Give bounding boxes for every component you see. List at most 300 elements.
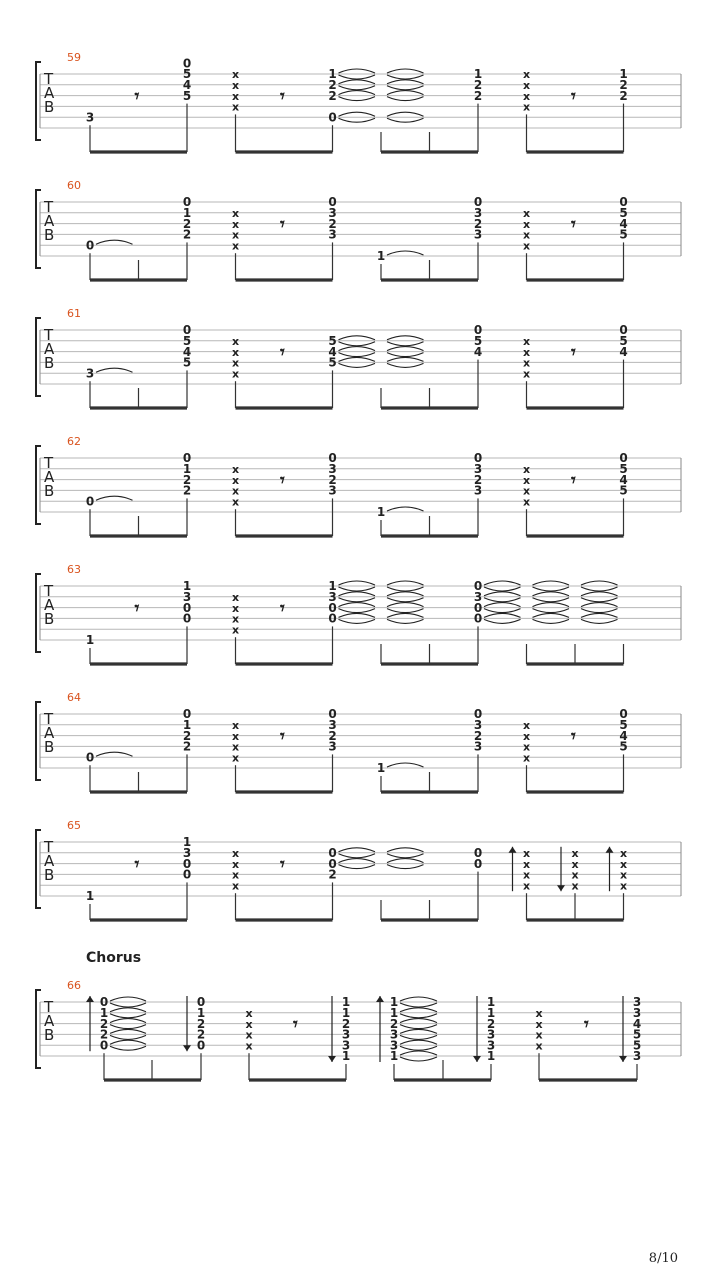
fret-number: 2 — [473, 472, 483, 487]
tie-arc — [339, 848, 376, 852]
fret-number: 1 — [486, 1006, 496, 1020]
tie-arc — [533, 592, 570, 596]
fret-number: 1 — [341, 1006, 351, 1020]
tie-arc — [387, 353, 424, 357]
fret-number: 1 — [182, 579, 192, 594]
tie-arc — [387, 592, 424, 596]
fret-number: 4 — [619, 472, 628, 487]
dead-note: x — [522, 100, 531, 114]
tie-arc — [581, 619, 618, 623]
measure-number: 65 — [67, 819, 81, 832]
tab-system-60 — [36, 179, 681, 280]
fret-number: 1 — [389, 1049, 399, 1064]
fret-number: 3 — [473, 718, 483, 732]
dead-note: x — [619, 847, 628, 860]
tie-arc — [400, 1003, 437, 1007]
tie-arc — [339, 353, 376, 357]
tie-arc — [110, 1019, 146, 1023]
fret-number: 1 — [486, 1049, 496, 1064]
fret-number: 3 — [182, 846, 192, 860]
eighth-rest: 𝄾 — [134, 598, 140, 619]
strum-down-icon — [328, 1056, 336, 1062]
tie-arc — [581, 609, 618, 613]
tie-arc — [581, 613, 618, 617]
strum-down-icon — [473, 1056, 481, 1062]
fret-number: 1 — [376, 761, 386, 776]
tie-arc — [110, 1025, 146, 1029]
fret-number: 3 — [328, 483, 337, 498]
tie-arc — [387, 854, 424, 858]
tie-arc — [387, 347, 424, 351]
dead-note: x — [231, 207, 240, 220]
fret-number: 0 — [182, 707, 192, 722]
fret-number: 3 — [486, 1038, 496, 1053]
tie-arc — [96, 368, 133, 372]
fret-number: 0 — [328, 195, 337, 210]
fret-number: 4 — [619, 344, 628, 359]
dead-note: x — [231, 68, 240, 82]
dead-note: x — [619, 868, 628, 882]
dead-note: x — [231, 847, 240, 860]
tie-arc — [484, 603, 521, 607]
eighth-rest: 𝄾 — [584, 1014, 589, 1035]
dead-note: x — [231, 729, 240, 743]
strum-up-icon — [606, 847, 614, 853]
dead-note: x — [522, 740, 531, 754]
dead-note: x — [522, 239, 531, 253]
tie-arc — [387, 80, 424, 84]
fret-number: 1 — [376, 505, 386, 520]
fret-number: 3 — [182, 590, 192, 604]
fret-number: 2 — [341, 1016, 351, 1031]
tab-clef-letter: B — [44, 226, 55, 244]
eighth-rest: 𝄾 — [571, 342, 576, 363]
fret-number: 0 — [328, 611, 337, 626]
dead-note: x — [522, 89, 531, 103]
tie-arc — [387, 763, 424, 767]
strum-up-icon — [376, 996, 384, 1002]
fret-number: 0 — [99, 995, 109, 1010]
fret-number: 0 — [619, 707, 628, 722]
fret-number: 3 — [328, 462, 337, 476]
tie-arc — [110, 997, 146, 1001]
tie-arc — [339, 118, 376, 122]
dead-note: x — [231, 217, 240, 231]
tie-arc — [533, 587, 570, 591]
tie-arc — [339, 619, 376, 623]
tie-arc — [339, 587, 376, 591]
tab-clef-letter: T — [44, 70, 54, 88]
tab-clef-letter: A — [44, 212, 55, 230]
fret-number: 0 — [473, 451, 483, 466]
dead-note: x — [245, 1028, 253, 1042]
dead-note: x — [522, 751, 531, 765]
fret-number: 3 — [328, 590, 337, 604]
fret-number: 1 — [85, 633, 95, 648]
tie-arc — [110, 1046, 146, 1050]
tab-clef-letter: B — [44, 98, 55, 116]
tab-clef-letter: B — [44, 1026, 55, 1044]
tie-arc — [339, 598, 376, 602]
dead-note: x — [535, 1017, 543, 1031]
fret-number: 5 — [619, 718, 628, 732]
dead-note: x — [571, 857, 579, 871]
measure-number: 63 — [67, 563, 81, 576]
dead-note: x — [522, 847, 531, 860]
fret-number: 5 — [619, 462, 628, 476]
tie-arc — [339, 86, 376, 90]
fret-number: 2 — [182, 472, 192, 487]
tab-clef-letter: T — [44, 710, 54, 728]
fret-number: 3 — [389, 1027, 399, 1042]
measure-number: 66 — [67, 979, 81, 992]
fret-number: 1 — [376, 249, 386, 264]
fret-number: 0 — [328, 856, 337, 871]
tie-arc — [387, 609, 424, 613]
fret-number: 5 — [328, 334, 337, 348]
tie-arc — [339, 865, 376, 869]
fret-number: 3 — [473, 739, 483, 754]
tie-arc — [110, 1014, 146, 1018]
fret-number: 2 — [182, 227, 192, 242]
fret-number: 2 — [619, 78, 628, 92]
fret-number: 5 — [182, 67, 192, 82]
dead-note: x — [522, 879, 531, 893]
fret-number: 0 — [328, 110, 337, 125]
tie-arc — [581, 587, 618, 591]
tie-arc — [581, 581, 618, 585]
fret-number: 0 — [182, 323, 192, 338]
tie-arc — [339, 80, 376, 84]
dead-note: x — [522, 207, 531, 220]
tab-clef-letter: B — [44, 610, 55, 628]
fret-number: 5 — [619, 206, 628, 220]
tie-arc — [339, 613, 376, 617]
dead-note: x — [571, 847, 579, 860]
dead-note: x — [522, 345, 531, 359]
dead-note: x — [522, 473, 531, 487]
fret-number: 4 — [182, 78, 192, 92]
fret-number: 0 — [85, 750, 95, 765]
eighth-rest: 𝄾 — [134, 86, 140, 107]
tie-arc — [484, 581, 521, 585]
fret-number: 2 — [182, 728, 192, 743]
fret-number: 4 — [182, 344, 192, 359]
fret-number: 0 — [619, 451, 628, 466]
dead-note: x — [231, 473, 240, 487]
dead-note: x — [231, 79, 240, 92]
tie-arc — [400, 1008, 437, 1012]
fret-number: 2 — [182, 739, 192, 754]
fret-number: 3 — [632, 995, 642, 1010]
fret-number: 3 — [328, 739, 337, 754]
fret-number: 5 — [619, 483, 628, 498]
fret-number: 3 — [473, 227, 483, 242]
tie-arc — [339, 91, 376, 95]
strum-down-icon — [183, 1045, 191, 1051]
tie-arc — [400, 1019, 437, 1023]
tie-arc — [484, 613, 521, 617]
tie-arc — [339, 854, 376, 858]
fret-number: 2 — [328, 78, 337, 92]
fret-number: 0 — [99, 1038, 109, 1053]
tab-clef-letter: A — [44, 84, 55, 102]
tab-clef-letter: A — [44, 596, 55, 614]
fret-number: 1 — [619, 67, 628, 82]
tie-arc — [387, 363, 424, 367]
tie-arc — [484, 598, 521, 602]
eighth-rest: 𝄾 — [280, 598, 285, 619]
fret-number: 5 — [632, 1038, 642, 1053]
dead-note: x — [231, 751, 240, 765]
tie-arc — [400, 1035, 437, 1039]
fret-number: 0 — [473, 195, 483, 210]
dead-note: x — [522, 68, 531, 82]
tie-arc — [400, 1046, 437, 1050]
fret-number: 3 — [473, 590, 483, 604]
dead-note: x — [231, 740, 240, 754]
tie-arc — [339, 97, 376, 101]
tab-clef-letter: A — [44, 468, 55, 486]
fret-number: 0 — [85, 238, 95, 253]
fret-number: 3 — [341, 1038, 351, 1053]
fret-number: 4 — [619, 728, 628, 743]
dead-note: x — [619, 879, 628, 893]
eighth-rest: 𝄾 — [280, 470, 285, 491]
dead-note: x — [522, 79, 531, 92]
eighth-rest: 𝄾 — [280, 342, 285, 363]
tie-arc — [339, 859, 376, 863]
fret-number: 2 — [328, 216, 337, 231]
tie-arc — [339, 347, 376, 351]
fret-number: 3 — [328, 206, 337, 220]
tie-arc — [400, 1057, 437, 1061]
fret-number: 5 — [619, 227, 628, 242]
fret-number: 5 — [632, 1027, 642, 1042]
tie-arc — [110, 1035, 146, 1039]
fret-number: 2 — [99, 1016, 109, 1031]
dead-note: x — [522, 217, 531, 231]
tie-arc — [387, 86, 424, 90]
tab-clef-letter: A — [44, 1012, 55, 1030]
fret-number: 1 — [182, 462, 192, 476]
tie-arc — [110, 1029, 146, 1033]
dead-note: x — [231, 719, 240, 732]
tab-system-61 — [36, 307, 681, 408]
fret-number: 3 — [328, 227, 337, 242]
tie-arc — [96, 752, 133, 756]
tie-arc — [96, 496, 133, 500]
fret-number: 0 — [473, 846, 483, 860]
tie-arc — [339, 592, 376, 596]
tie-arc — [387, 613, 424, 617]
tab-system-63 — [36, 563, 681, 664]
fret-number: 0 — [328, 707, 337, 722]
fret-number: 4 — [632, 1016, 642, 1031]
tie-arc — [400, 1014, 437, 1018]
tie-arc — [533, 598, 570, 602]
fret-number: 3 — [328, 718, 337, 732]
fret-number: 0 — [182, 611, 192, 626]
fret-number: 0 — [182, 600, 192, 615]
page-number: 8/10 — [648, 1251, 678, 1266]
fret-number: 3 — [486, 1027, 496, 1042]
strum-down-icon — [557, 885, 565, 891]
dead-note: x — [522, 335, 531, 348]
tie-arc — [400, 1051, 437, 1055]
tab-clef-letter: T — [44, 998, 54, 1016]
measure-number: 64 — [67, 691, 81, 704]
fret-number: 1 — [99, 1006, 109, 1020]
dead-note: x — [522, 857, 531, 871]
dead-note: x — [535, 1039, 543, 1053]
fret-number: 0 — [473, 707, 483, 722]
eighth-rest: 𝄾 — [571, 86, 576, 107]
fret-number: 1 — [341, 1049, 351, 1064]
dead-note: x — [231, 868, 240, 882]
fret-number: 5 — [182, 334, 192, 348]
tie-arc — [387, 859, 424, 863]
dead-note: x — [231, 228, 240, 242]
strum-down-icon — [619, 1056, 627, 1062]
fret-number: 0 — [182, 451, 192, 466]
tie-arc — [400, 1040, 437, 1044]
fret-number: 3 — [85, 366, 95, 381]
tie-arc — [484, 619, 521, 623]
eighth-rest: 𝄾 — [571, 214, 576, 235]
fret-number: 4 — [473, 344, 483, 359]
dead-note: x — [522, 868, 531, 882]
fret-number: 2 — [486, 1016, 496, 1031]
fret-number: 0 — [328, 846, 337, 860]
tie-arc — [387, 97, 424, 101]
measure-number: 62 — [67, 435, 81, 448]
fret-number: 0 — [85, 494, 95, 509]
dead-note: x — [522, 484, 531, 498]
fret-number: 3 — [473, 483, 483, 498]
fret-number: 5 — [619, 334, 628, 348]
dead-note: x — [522, 228, 531, 242]
fret-number: 4 — [619, 216, 628, 231]
fret-number: 0 — [196, 1038, 206, 1053]
fret-number: 0 — [182, 195, 192, 210]
tie-arc — [387, 118, 424, 122]
tie-arc — [110, 1040, 146, 1044]
fret-number: 3 — [632, 1006, 642, 1020]
fret-number: 0 — [473, 579, 483, 594]
fret-number: 2 — [99, 1027, 109, 1042]
dead-note: x — [522, 463, 531, 476]
fret-number: 0 — [619, 323, 628, 338]
fret-number: 2 — [328, 867, 337, 882]
tie-arc — [387, 581, 424, 585]
eighth-rest: 𝄾 — [134, 854, 140, 875]
tab-clef-letter: B — [44, 738, 55, 756]
tie-arc — [533, 609, 570, 613]
dead-note: x — [522, 719, 531, 732]
fret-number: 2 — [473, 216, 483, 231]
fret-number: 5 — [328, 355, 337, 370]
fret-number: 3 — [341, 1027, 351, 1042]
tie-arc — [339, 336, 376, 340]
fret-number: 2 — [389, 1016, 399, 1031]
fret-number: 2 — [473, 728, 483, 743]
fret-number: 1 — [328, 67, 337, 82]
fret-number: 3 — [632, 1049, 642, 1064]
tie-arc — [387, 112, 424, 116]
fret-number: 0 — [182, 867, 192, 882]
tie-arc — [339, 75, 376, 79]
fret-number: 0 — [473, 600, 483, 615]
tie-arc — [339, 363, 376, 367]
dead-note: x — [231, 356, 240, 370]
fret-number: 2 — [473, 88, 483, 103]
tie-arc — [533, 581, 570, 585]
tie-arc — [339, 112, 376, 116]
dead-note: x — [522, 356, 531, 370]
tie-arc — [387, 91, 424, 95]
tie-arc — [110, 1003, 146, 1007]
tie-arc — [387, 357, 424, 361]
dead-note: x — [245, 1007, 253, 1020]
measure-number: 61 — [67, 307, 81, 320]
fret-number: 1 — [473, 67, 483, 82]
fret-number: 1 — [341, 995, 351, 1010]
tie-arc — [387, 75, 424, 79]
fret-number: 2 — [196, 1027, 206, 1042]
tie-arc — [387, 587, 424, 591]
tab-clef-letter: A — [44, 340, 55, 358]
dead-note: x — [231, 463, 240, 476]
fret-number: 2 — [328, 472, 337, 487]
dead-note: x — [619, 857, 628, 871]
strum-up-icon — [509, 847, 517, 853]
dead-note: x — [535, 1028, 543, 1042]
tie-arc — [387, 69, 424, 73]
eighth-rest: 𝄾 — [280, 854, 285, 875]
tab-clef-letter: A — [44, 724, 55, 742]
tab-system-64 — [36, 691, 681, 792]
fret-number: 3 — [85, 110, 95, 125]
fret-number: 3 — [473, 462, 483, 476]
tie-arc — [339, 609, 376, 613]
fret-number: 0 — [473, 323, 483, 338]
fret-number: 1 — [389, 1006, 399, 1020]
tab-clef-letter: T — [44, 582, 54, 600]
tie-arc — [400, 997, 437, 1001]
dead-note: x — [231, 345, 240, 359]
tie-arc — [387, 507, 424, 511]
tab-clef-letter: T — [44, 326, 54, 344]
tab-clef-letter: B — [44, 482, 55, 500]
tie-arc — [581, 598, 618, 602]
eighth-rest: 𝄾 — [280, 726, 285, 747]
dead-note: x — [231, 857, 240, 871]
tie-arc — [533, 619, 570, 623]
dead-note: x — [245, 1039, 253, 1053]
tab-system-59 — [36, 51, 681, 152]
tie-arc — [484, 587, 521, 591]
fret-number: 1 — [85, 889, 95, 904]
tie-arc — [387, 865, 424, 869]
fret-number: 1 — [328, 579, 337, 594]
fret-number: 1 — [182, 718, 192, 732]
dead-note: x — [522, 729, 531, 743]
tie-arc — [387, 598, 424, 602]
tie-arc — [339, 69, 376, 73]
fret-number: 1 — [389, 995, 399, 1010]
dead-note: x — [231, 495, 240, 509]
